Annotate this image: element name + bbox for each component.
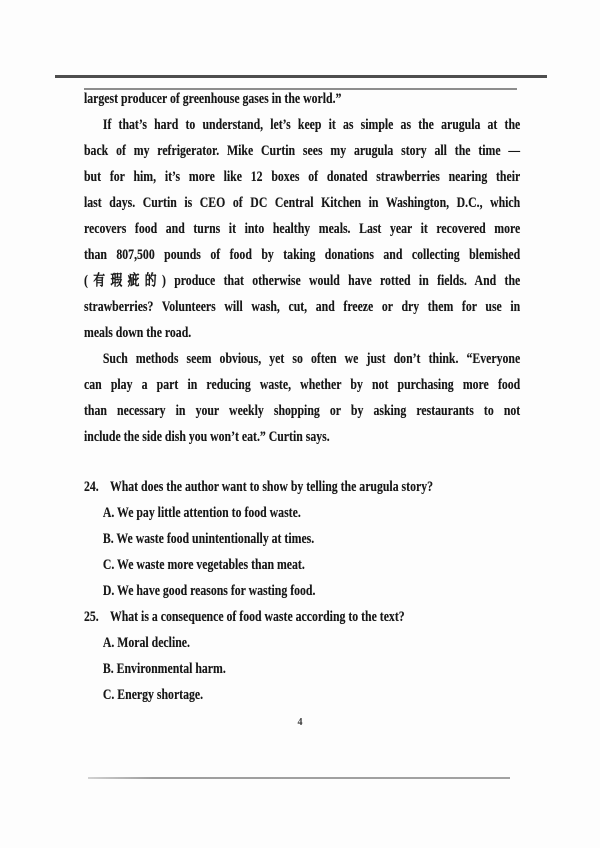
question-24-number: 24. [84,479,99,495]
passage-line: strawberries? Volunteers will wash, cut, and freeze or dry them for use in [84,299,521,315]
page-number: 4 [297,717,303,728]
passage-line: If that’s hard to understand, let’s keep it as simple as the arugula at the [102,117,521,133]
passage-line: Such methods seem obvious, yet so often we just don’t think. “Everyone [102,351,521,367]
question-25-option-c: C. Energy shortage. [102,687,204,703]
question-25 [84,604,520,630]
passage-line: than necessary in your weekly shopping or by asking restaurants to not [84,403,521,419]
question-25-option-a: A. Moral decline. [102,635,190,651]
passage-line: but for him, it’s more like 12 boxes of donated strawberries nearing their [84,169,521,185]
passage-line: last days. Curtin is CEO of DC Central Kitchen in Washington, D.C., which [84,195,521,211]
question-24-option-d: D. We have good reasons for wasting food. [102,583,316,599]
question-24-option-c: C. We waste more vegetables than meat. [102,557,305,573]
passage-line: back of my refrigerator. Mike Curtin sees my arugula story all the time — [84,143,521,159]
passage-line: (有瑕疵的) produce that otherwise would have rotted in fields. And the [84,273,521,289]
reading-passage [84,86,520,450]
question-24-option-a: A. We pay little attention to food waste. [102,505,301,521]
top-rule-line [55,75,547,78]
passage-line: meals down the road. [84,325,192,341]
question-25-text: What is a consequence of food waste according to the text? [109,609,405,625]
passage-line: include the side dish you won’t eat.” Curtin says. [84,429,330,445]
question-section [84,474,520,708]
passage-line: recovers food and turns it into healthy meals. Last year it recovered more [84,221,521,237]
question-25-option-b: B. Environmental harm. [102,661,226,677]
question-24 [84,474,520,500]
passage-line: largest producer of greenhouse gases in the world.” [84,91,342,107]
passage-line: than 807,500 pounds of food by taking donations and collecting blemished [84,247,521,263]
question-25-number: 25. [84,609,99,625]
passage-line: can play a part in reducing waste, whether by not purchasing more food [84,377,521,393]
question-24-text: What does the author want to show by telling the arugula story? [109,479,433,495]
footer-rule-line [88,777,510,779]
question-24-option-b: B. We waste food unintentionally at times. [102,531,315,547]
